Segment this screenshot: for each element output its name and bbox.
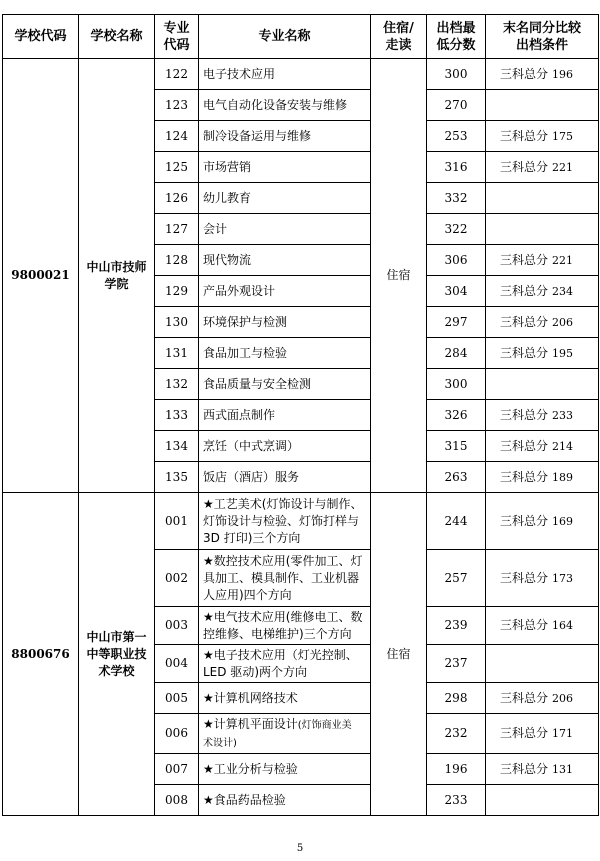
admission-table xyxy=(2,14,599,816)
min-score-cell: 304 xyxy=(427,276,486,307)
major-name-cell: 制冷设备运用与维修 xyxy=(199,121,371,152)
header-stay: 住宿/ 走读 xyxy=(371,15,427,59)
stay-cell: 住宿 xyxy=(371,493,427,816)
major-code-cell: 130 xyxy=(155,307,199,338)
major-code-cell: 123 xyxy=(155,90,199,121)
major-code-cell: 133 xyxy=(155,400,199,431)
school-name-cell: 中山市第一 中等职业技 术学校 xyxy=(79,493,155,816)
stay-cell: 住宿 xyxy=(371,59,427,493)
tie-rule-cell xyxy=(486,645,599,683)
min-score-cell: 326 xyxy=(427,400,486,431)
min-score-cell: 257 xyxy=(427,550,486,607)
major-name-cell: 食品质量与安全检测 xyxy=(199,369,371,400)
min-score-cell: 332 xyxy=(427,183,486,214)
school-name-cell: 中山市技师 学院 xyxy=(79,59,155,493)
table-row xyxy=(3,59,599,90)
tie-rule-cell: 三科总分 206 xyxy=(486,683,599,714)
major-code-cell: 129 xyxy=(155,276,199,307)
tie-rule-cell: 三科总分 164 xyxy=(486,607,599,645)
tie-rule-cell xyxy=(486,785,599,816)
tie-rule-cell: 三科总分 206 xyxy=(486,307,599,338)
major-name-cell: ★工业分析与检验 xyxy=(199,754,371,785)
major-code-cell: 002 xyxy=(155,550,199,607)
tie-rule-cell xyxy=(486,369,599,400)
min-score-cell: 316 xyxy=(427,152,486,183)
major-code-cell: 126 xyxy=(155,183,199,214)
tie-rule-cell: 三科总分 189 xyxy=(486,462,599,493)
tie-rule-cell: 三科总分 171 xyxy=(486,714,599,754)
min-score-cell: 233 xyxy=(427,785,486,816)
tie-rule-cell: 三科总分 131 xyxy=(486,754,599,785)
header-major-code: 专业 代码 xyxy=(155,15,199,59)
page-number: 5 xyxy=(296,843,304,854)
major-name-cell: ★计算机网络技术 xyxy=(199,683,371,714)
major-code-cell: 008 xyxy=(155,785,199,816)
min-score-cell: 297 xyxy=(427,307,486,338)
major-name-cell: ★计算机平面设计(灯饰商业美 术设计) xyxy=(199,714,371,754)
tie-rule-cell: 三科总分 169 xyxy=(486,493,599,550)
header-school-name: 学校名称 xyxy=(79,15,155,59)
major-code-cell: 124 xyxy=(155,121,199,152)
major-code-cell: 005 xyxy=(155,683,199,714)
school-code-cell: 8800676 xyxy=(3,493,79,816)
header-row xyxy=(3,15,599,59)
min-score-cell: 322 xyxy=(427,214,486,245)
min-score-cell: 284 xyxy=(427,338,486,369)
major-name-cell: ★数控技术应用(零件加工、灯 具加工、模具制作、工业机器 人应用)四个方向 xyxy=(199,550,371,607)
major-code-cell: 132 xyxy=(155,369,199,400)
major-name-cell: 会计 xyxy=(199,214,371,245)
major-name-cell: ★电子技术应用（灯光控制、 LED 驱动)两个方向 xyxy=(199,645,371,683)
header-school-code: 学校代码 xyxy=(3,15,79,59)
major-code-cell: 004 xyxy=(155,645,199,683)
major-name-cell: 食品加工与检验 xyxy=(199,338,371,369)
tie-rule-cell: 三科总分 173 xyxy=(486,550,599,607)
tie-rule-cell: 三科总分 233 xyxy=(486,400,599,431)
major-code-cell: 125 xyxy=(155,152,199,183)
table-row xyxy=(3,493,599,550)
major-name-cell: 环境保护与检测 xyxy=(199,307,371,338)
major-name-cell: ★食品药品检验 xyxy=(199,785,371,816)
tie-rule-cell xyxy=(486,90,599,121)
major-code-cell: 003 xyxy=(155,607,199,645)
major-name-cell: 饭店（酒店）服务 xyxy=(199,462,371,493)
min-score-cell: 300 xyxy=(427,59,486,90)
header-min-score: 出档最 低分数 xyxy=(427,15,486,59)
tie-rule-cell xyxy=(486,183,599,214)
school-code-cell: 9800021 xyxy=(3,59,79,493)
min-score-cell: 232 xyxy=(427,714,486,754)
min-score-cell: 253 xyxy=(427,121,486,152)
min-score-cell: 263 xyxy=(427,462,486,493)
tie-rule-cell: 三科总分 196 xyxy=(486,59,599,90)
min-score-cell: 300 xyxy=(427,369,486,400)
major-name-cell: 电气自动化设备安装与维修 xyxy=(199,90,371,121)
major-code-cell: 006 xyxy=(155,714,199,754)
min-score-cell: 298 xyxy=(427,683,486,714)
tie-rule-cell: 三科总分 195 xyxy=(486,338,599,369)
min-score-cell: 239 xyxy=(427,607,486,645)
tie-rule-cell: 三科总分 221 xyxy=(486,152,599,183)
header-major-name: 专业名称 xyxy=(199,15,371,59)
major-name-cell: 烹饪（中式烹调） xyxy=(199,431,371,462)
major-name-cell: 电子技术应用 xyxy=(199,59,371,90)
major-code-cell: 134 xyxy=(155,431,199,462)
major-code-cell: 127 xyxy=(155,214,199,245)
major-name-cell: ★工艺美术(灯饰设计与制作、 灯饰设计与检验、灯饰打样与 3D 打印)三个方向 xyxy=(199,493,371,550)
min-score-cell: 196 xyxy=(427,754,486,785)
tie-rule-cell: 三科总分 175 xyxy=(486,121,599,152)
major-code-cell: 135 xyxy=(155,462,199,493)
tie-rule-cell: 三科总分 214 xyxy=(486,431,599,462)
min-score-cell: 244 xyxy=(427,493,486,550)
major-code-cell: 001 xyxy=(155,493,199,550)
tie-rule-cell xyxy=(486,214,599,245)
min-score-cell: 237 xyxy=(427,645,486,683)
major-code-cell: 131 xyxy=(155,338,199,369)
major-name-cell: 市场营销 xyxy=(199,152,371,183)
major-name-cell: 产品外观设计 xyxy=(199,276,371,307)
min-score-cell: 306 xyxy=(427,245,486,276)
tie-rule-cell: 三科总分 221 xyxy=(486,245,599,276)
min-score-cell: 270 xyxy=(427,90,486,121)
min-score-cell: 315 xyxy=(427,431,486,462)
tie-rule-cell: 三科总分 234 xyxy=(486,276,599,307)
major-name-cell: 西式面点制作 xyxy=(199,400,371,431)
major-code-cell: 122 xyxy=(155,59,199,90)
header-tie-rule: 末名同分比较 出档条件 xyxy=(486,15,599,59)
major-name-cell: 幼儿教育 xyxy=(199,183,371,214)
major-name-cell: ★电气技术应用(维修电工、数 控维修、电梯维护)三个方向 xyxy=(199,607,371,645)
major-code-cell: 007 xyxy=(155,754,199,785)
major-name-cell: 现代物流 xyxy=(199,245,371,276)
major-code-cell: 128 xyxy=(155,245,199,276)
